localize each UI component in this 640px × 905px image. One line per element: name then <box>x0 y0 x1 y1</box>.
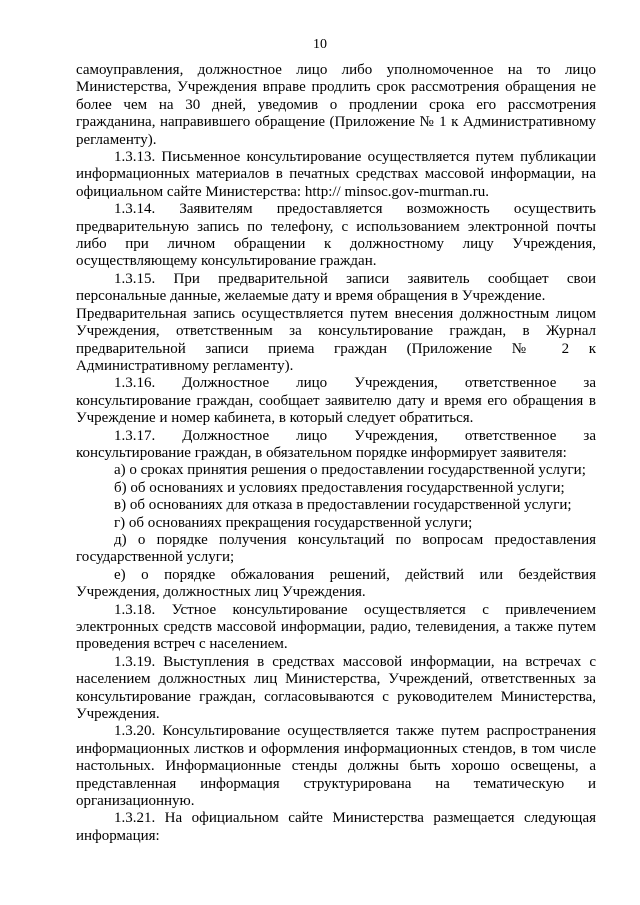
paragraph: 1.3.13. Письменное консультирование осуществляется путем публикации информационных материалов в печатных средствах массовой информации, на официальном сайте Министерства: http:// minsoc.gov-murman.ru. <box>76 149 596 200</box>
list-item: д) о порядке получения консультаций по вопросам предоставления государственной услуги; <box>76 531 596 566</box>
paragraph: 1.3.20. Консультирование осуществляется также путем распространения информационных листков и оформления информационных стендов, в том числе настольных. Информационные стенды должны быть хорошо освещены, а представленная информация структурирована на тематическую и организационную. <box>76 723 596 810</box>
paragraph: Предварительная запись осуществляется путем внесения должностным лицом Учреждения, ответственным за консультирование граждан, в Журнал предварительной записи приема граждан (Приложение № 2 к Административному регламенту). <box>76 305 596 374</box>
paragraph: 1.3.21. На официальном сайте Министерства размещается следующая информация: <box>76 810 596 844</box>
document-body <box>76 62 596 845</box>
list-item: г) об основаниях прекращения государственной услуги; <box>114 514 473 531</box>
list-item: е) о порядке обжалования решений, действий или бездействия Учреждения, должностных лиц Учреждения. <box>76 566 596 601</box>
paragraph: 1.3.18. Устное консультирование осуществляется с привлечением электронных средств массовой информации, радио, телевидения, а также путем проведения встреч с населением. <box>76 601 596 653</box>
page-number: 10 <box>313 37 327 52</box>
paragraph: 1.3.19. Выступления в средствах массовой информации, на встречах с населением должностных лиц Министерства, Учреждений, ответственных за консультирование граждан, согласовываются с руководителем Министерства, Учреждения. <box>76 653 596 723</box>
paragraph: 1.3.16. Должностное лицо Учреждения, ответственное за консультирование граждан, сообщает заявителю дату и время его обращения в Учреждение и номер кабинета, в который следует обратиться. <box>76 375 596 427</box>
list-item: а) о сроках принятия решения о предоставлении государственной услуги; <box>114 462 586 479</box>
list-item: в) об основаниях для отказа в предоставлении государственной услуги; <box>114 497 572 514</box>
paragraph: самоуправления, должностное лицо либо уполномоченное на то лицо Министерства, Учреждения вправе продлить срок рассмотрения обращения не более чем на 30 дней, уведомив о продлении срока его рассмотрения гражданина, направившего обращение (Приложение № 1 к Административному регламенту). <box>76 62 596 148</box>
paragraph: 1.3.17. Должностное лицо Учреждения, ответственное за консультирование граждан, в обязательном порядке информирует заявителя: <box>76 427 596 461</box>
paragraph: 1.3.14. Заявителям предоставляется возможность осуществить предварительную запись по телефону, с использованием электронной почты либо при личном обращении к должностному лицу Учреждения, осуществляющему консультирование граждан. <box>76 201 596 270</box>
paragraph: 1.3.15. При предварительной записи заявитель сообщает свои персональные данные, желаемые дату и время обращения в Учреждение. <box>76 270 596 305</box>
list-item: б) об основаниях и условиях предоставления государственной услуги; <box>114 479 565 496</box>
